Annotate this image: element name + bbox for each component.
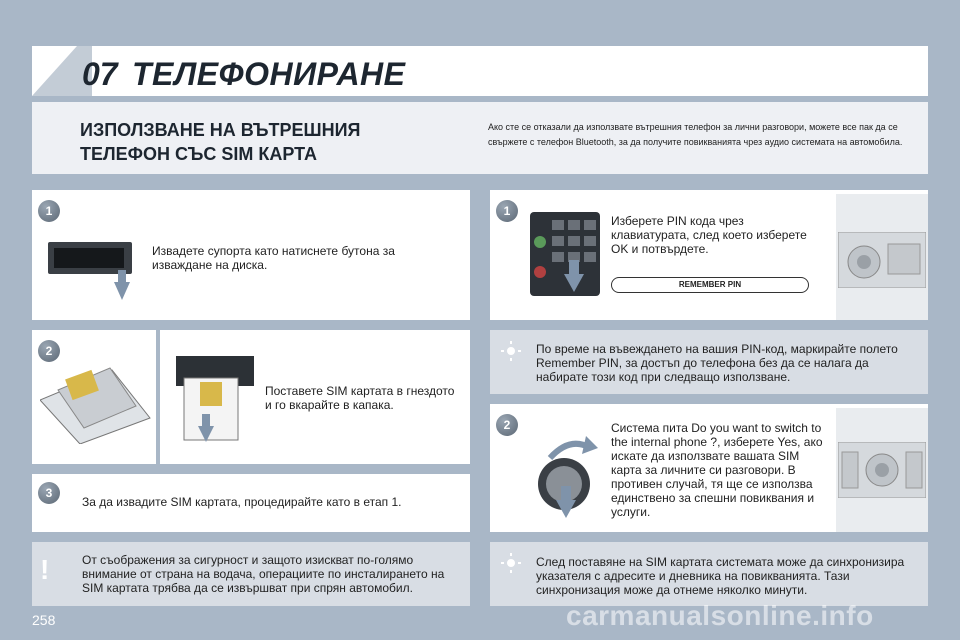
section-title-line2: ТЕЛЕФОН СЪС SIM КАРТА — [80, 144, 318, 164]
left-step-1-text: Извадете супорта като натиснете бутона за изваждане на диска. — [152, 244, 395, 272]
step-badge: 1 — [38, 200, 60, 222]
sim-tray-icon — [48, 240, 138, 302]
sim-tray-icon — [170, 356, 260, 446]
right-step-1-text: Изберете PIN кода чрез клавиатурата, след което изберете OK и потвърдете. — [611, 214, 807, 256]
tip-text-2: След поставяне на SIM картата системата може да синхронизира указателя с адресите и дневника на повикванията. Тази синхронизация може да отнеме няколко минути. — [536, 555, 905, 597]
step-badge: 1 — [496, 200, 518, 222]
section-title — [80, 118, 480, 166]
page-title: ТЕЛЕФОНИРАНЕ — [132, 56, 406, 92]
radio-unit-icon — [838, 232, 926, 288]
left-step-2-text: Поставете SIM картата в гнездото и го вкарайте в капака. — [265, 384, 455, 412]
right-step-2-text: Система пита Do you want to switch to the internal phone ?, изберете Yes, ако искате да използвате вашата SIM карта за личните си разговори. В противен случай, тя ще се използва единствено за спешни повиквания и услуги. — [611, 421, 823, 519]
sun-tip-icon — [500, 552, 522, 574]
radio-unit-icon — [838, 442, 926, 498]
step-badge: 2 — [496, 414, 518, 436]
page-number: 258 — [32, 612, 56, 628]
warning-icon: ! — [40, 554, 50, 585]
sim-card-icon — [40, 360, 154, 444]
section-intro: Ако сте се отказали да използвате вътрешния телефон за лични разговори, можете все пак да се свържете с телефон Bluetooth, за да получите повикванията чрез аудио системата на автомобила. — [488, 122, 903, 147]
sun-tip-icon — [500, 340, 522, 362]
arrow-up-icon — [114, 270, 130, 300]
section-title-line1: ИЗПОЛЗВАНЕ НА ВЪТРЕШНИЯ — [80, 120, 361, 140]
warning-text: От съображения за сигурност и защото изискват по-голямо внимание от страна на водача, операциите по инсталирането на SIM картата трябва да се извършват при спрян автомобил. — [82, 553, 445, 595]
left-step-3-text: За да извадите SIM картата, процедирайте като в етап 1. — [82, 495, 402, 509]
step-badge: 2 — [38, 340, 60, 362]
tip-text-1: По време на въвеждането на вашия PIN-код, маркирайте полето Remember PIN, за достъп до телефона без да се налага да набирате този код при следващо използване. — [536, 342, 898, 384]
step-badge: 3 — [38, 482, 60, 504]
watermark: carmanualsonline.info — [566, 600, 874, 631]
rotary-knob-icon — [530, 428, 600, 518]
keypad-icon — [530, 212, 600, 296]
remember-pin-button[interactable]: REMEMBER PIN — [611, 277, 809, 293]
chapter-number: 07 — [82, 56, 118, 92]
